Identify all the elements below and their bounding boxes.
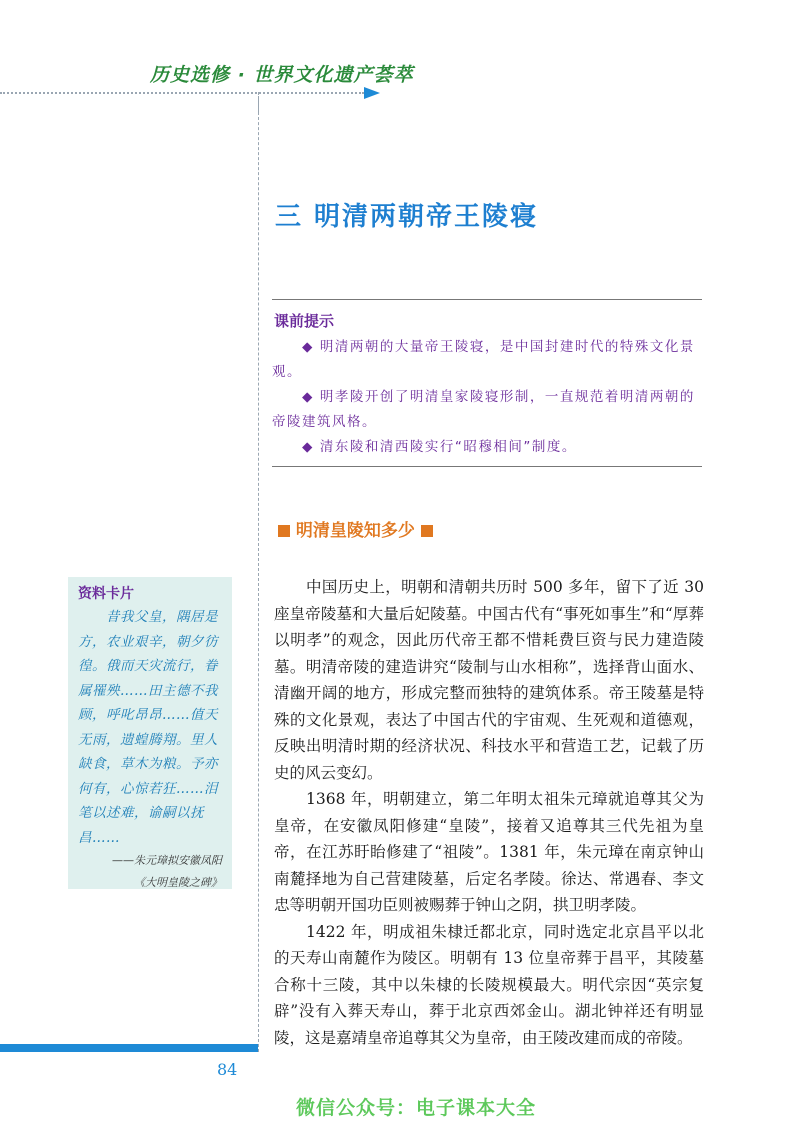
tip-item xyxy=(272,335,702,385)
info-card-heading: 资料卡片 xyxy=(78,586,134,602)
tip-text: 清东陵和清西陵实行“昭穆相间”制度。 xyxy=(319,439,577,455)
main-body-text xyxy=(274,574,704,1051)
body-paragraph: 1422 年，明成祖朱棣迁都北京，同时选定北京昌平以北的天寿山南麓作为陵区。明朝有 13 位皇帝葬于昌平，其陵墓合称十三陵，其中以朱棣的长陵规模最大。明代宗因“英宗复辟”没有入葬天寿山，葬于北京西郊金山。湖北钟祥还有明显陵，这是嘉靖皇帝追尊其父为皇帝，由王陵改建而成的帝陵。 xyxy=(274,922,704,1047)
page-number: 84 xyxy=(217,1060,238,1079)
diamond-bullet-icon: ◆ xyxy=(302,389,314,405)
watermark-text: 微信公众号：电子课本大全 xyxy=(296,1097,537,1119)
square-bullet-icon xyxy=(421,525,433,537)
square-bullet-icon xyxy=(278,525,290,537)
diamond-bullet-icon: ◆ xyxy=(302,339,314,355)
header-arrow-icon xyxy=(364,87,380,99)
tip-item xyxy=(272,385,702,435)
running-header-title: 历史选修 · 世界文化遗产荟萃 xyxy=(150,64,414,86)
section-heading-text: 明清皇陵知多少 xyxy=(295,521,415,541)
chapter-title: 三 明清两朝帝王陵寝 xyxy=(275,202,539,232)
margin-divider-tick xyxy=(258,96,264,112)
body-paragraph: 1368 年，明朝建立，第二年明太祖朱元璋就追尊其父为皇帝，在安徽凤阳修建“皇陵”，接着又追尊其三代先祖为皇帝，在江苏盱眙修建了“祖陵”。1381 年，朱元璋在南京钟山南麓择地为自己营建陵墓，后定名孝陵。徐达、常遇春、李文忠等明朝开国功臣则被赐葬于钟山之阴，拱卫明孝陵。 xyxy=(274,790,704,914)
tip-item xyxy=(272,435,702,460)
diamond-bullet-icon: ◆ xyxy=(302,439,314,455)
section-heading xyxy=(278,516,433,541)
info-card-quote: 昔我父皇，隅居是方，农业艰辛，朝夕彷徨。俄而天灾流行，眷属罹殃……田主德不我顾，呼叱昂昂……值天无雨，遗蝗腾翔。里人缺食，草木为粮。予亦何有，心惊若狂……泪笔以述难，谕嗣以抚昌…… xyxy=(78,609,218,846)
tip-text: 明孝陵开创了明清皇家陵寝形制，一直规范着明清两朝的帝陵建筑风格。 xyxy=(272,389,695,430)
header-dotted-rule xyxy=(0,92,364,94)
tips-heading: 课前提示 xyxy=(274,312,335,330)
margin-divider xyxy=(258,92,259,1052)
info-card-sidebar xyxy=(68,577,232,889)
info-card-source-title: 《大明皇陵之碑》 xyxy=(134,876,222,889)
info-card-source-author: ——朱元璋拟安徽凤阳 xyxy=(112,854,222,867)
tip-text: 明清两朝的大量帝王陵寝，是中国封建时代的特殊文化景观。 xyxy=(272,339,695,380)
pre-class-tips-box xyxy=(272,299,702,467)
footer-accent-bar xyxy=(0,1044,258,1052)
body-paragraph: 中国历史上，明朝和清朝共历时 500 多年，留下了近 30 座皇帝陵墓和大量后妃陵墓。中国古代有“事死如事生”和“厚葬以明孝”的观念，因此历代帝王都不惜耗费巨资与民力建造陵墓。明清帝陵的建造讲究“陵制与山水相称”，选择背山面水、清幽开阔的地方，形成完整而独特的建筑体系。帝王陵墓是特殊的文化景观，表达了中国古代的宇宙观、生死观和道德观，反映出明清时期的经济状况、科技水平和营造工艺，记载了历史的风云变幻。 xyxy=(274,578,704,782)
